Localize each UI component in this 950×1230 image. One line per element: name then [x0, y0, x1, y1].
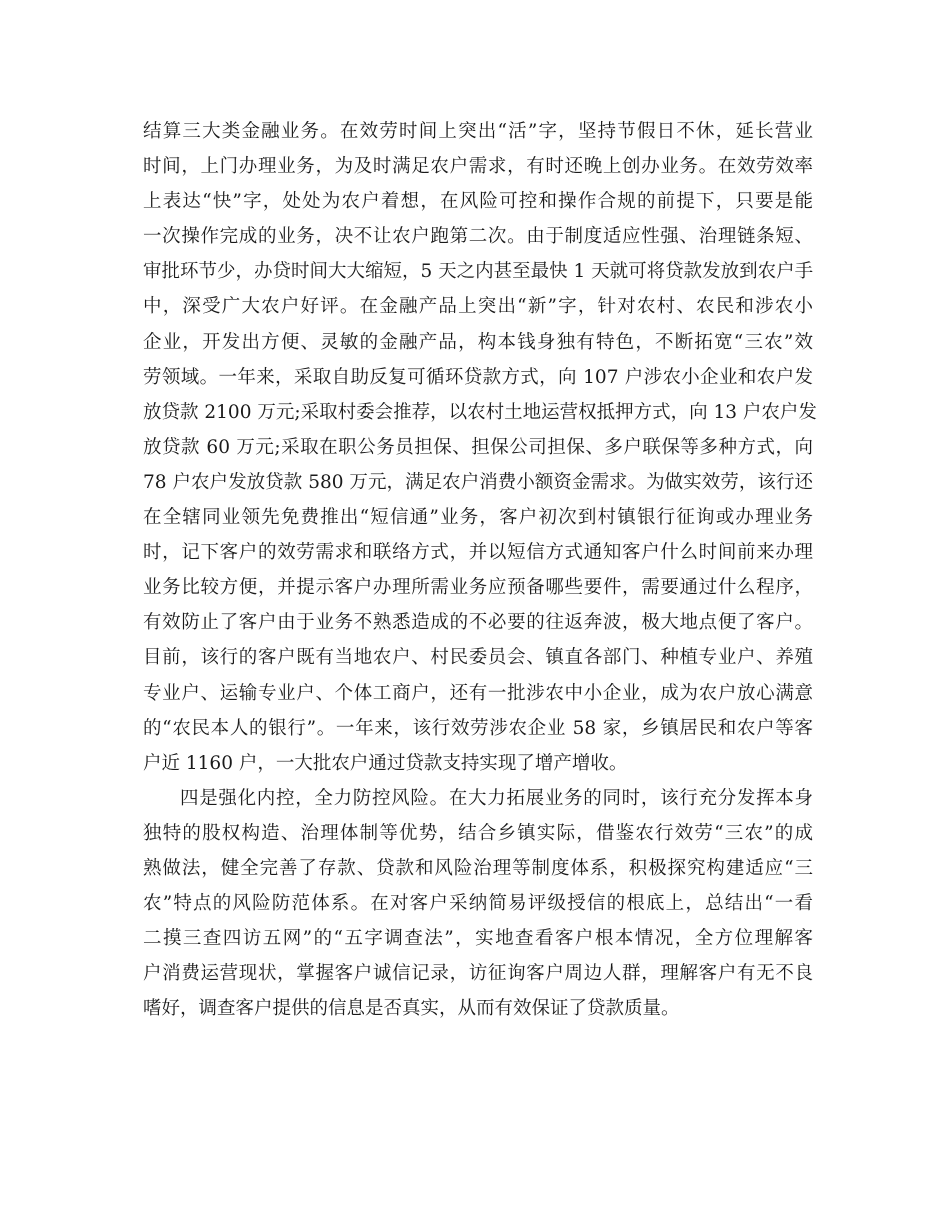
- text-line: 放贷款 2100 万元;采取村委会推荐，以农村土地运营权抵押方式，向 13 户农户发: [143, 401, 817, 423]
- text-line: 时间，上门办理业务，为及时满足农户需求，有时还晚上创办业务。在效劳效率: [143, 156, 813, 178]
- text-line: 放贷款 60 万元;采取在职公务员担保、担保公司担保、多户联保等多种方式，向: [143, 436, 813, 458]
- text-line: 企业，开发出方便、灵敏的金融产品，构本钱身独有特色，不断拓宽“三农”效: [143, 331, 813, 353]
- text-line: 审批环节少，办贷时间大大缩短，5 天之内甚至最快 1 天就可将贷款发放到农户手: [143, 261, 814, 283]
- text-line: 的“农民本人的银行”。一年来，该行效劳涉农企业 58 家，乡镇居民和农户等客: [143, 717, 813, 739]
- text-line: 中，深受广大农户好评。在金融产品上突出“新”字，针对农村、农民和涉农小: [143, 296, 813, 318]
- text-line: 目前，该行的客户既有当地农户、村民委员会、镇直各部门、种植专业户、养殖: [143, 647, 813, 669]
- paragraph-1: [143, 114, 817, 781]
- text-line: 78 户农户发放贷款 580 万元，满足农户消费小额资金需求。为做实效劳，该行还: [143, 471, 813, 493]
- text-line: 嗜好，调查客户提供的信息是否真实，从而有效保证了贷款质量。: [143, 998, 680, 1020]
- text-line: 有效防止了客户由于业务不熟悉造成的不必要的往返奔波，极大地点便了客户。: [143, 612, 813, 634]
- text-line: 专业户、运输专业户、个体工商户，还有一批涉农中小企业，成为农户放心满意: [143, 682, 813, 704]
- document-body: [143, 114, 817, 1026]
- text-line: 业务比较方便，并提示客户办理所需业务应预备哪些要件，需要通过什么程序，: [143, 577, 813, 599]
- text-line: 户近 1160 户，一大批农户通过贷款支持实现了增产增收。: [143, 752, 628, 774]
- text-line: 结算三大类金融业务。在效劳时间上突出“活”字，坚持节假日不休，延长营业: [143, 121, 813, 142]
- text-line: 二摸三查四访五网”的“五字调查法”，实地查看客户根本情况，全方位理解客: [143, 928, 813, 950]
- text-line: 时，记下客户的效劳需求和联络方式，并以短信方式通知客户什么时间前来办理: [143, 542, 813, 564]
- text-line: 四是强化内控，全力防控风险。在大力拓展业务的同时，该行充分发挥本身: [180, 787, 813, 809]
- paragraph-2: [143, 781, 813, 1027]
- text-line: 劳领域。一年来，采取自助反复可循环贷款方式，向 107 户涉农小企业和农户发: [143, 366, 813, 388]
- text-line: 农”特点的风险防范体系。在对客户采纳简易评级授信的根底上，总结出“一看: [143, 893, 813, 915]
- text-line: 一次操作完成的业务，决不让农户跑第二次。由于制度适应性强、治理链条短、: [143, 226, 813, 248]
- text-line: 户消费运营现状，掌握客户诚信记录，访征询客户周边人群，理解客户有无不良: [143, 963, 813, 985]
- text-line: 在全辖同业领先免费推出“短信通”业务，客户初次到村镇银行征询或办理业务: [143, 507, 813, 529]
- text-line: 独特的股权构造、治理体制等优势，结合乡镇实际，借鉴农行效劳“三农”的成: [143, 822, 813, 844]
- text-line: 上表达“快”字，处处为农户着想，在风险可控和操作合规的前提下，只要是能: [143, 191, 813, 213]
- text-line: 熟做法，健全完善了存款、贷款和风险治理等制度体系，积极探究构建适应“三: [143, 857, 813, 879]
